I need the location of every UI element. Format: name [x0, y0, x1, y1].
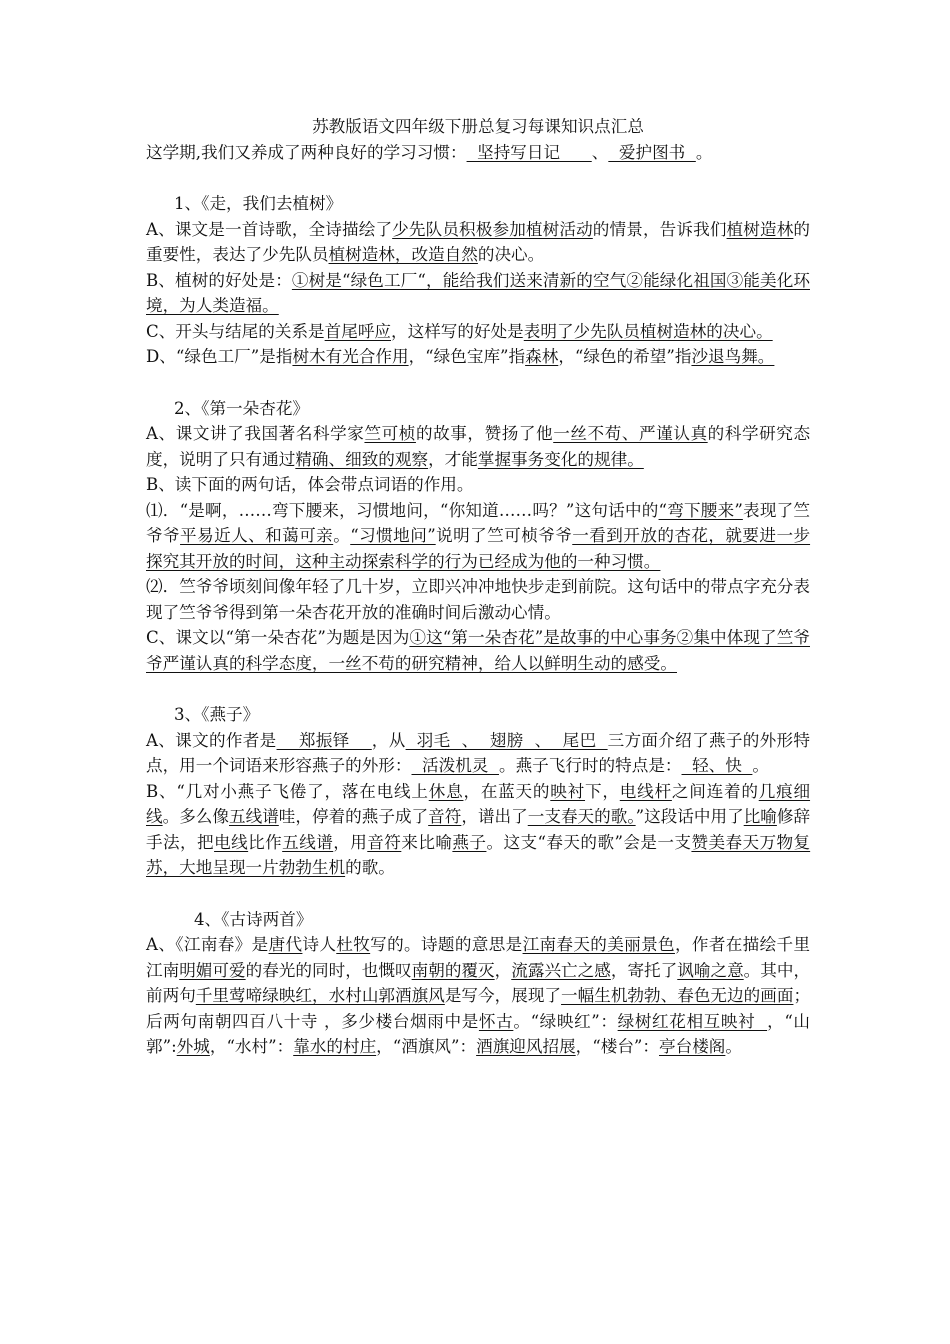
document-title: 苏教版语文四年级下册总复习每课知识点汇总: [312, 117, 644, 136]
question-text: ⑵．竺爷爷顷刻间像年轻了几十岁，立即兴冲冲地快步走到前院。这句话中的带点字充分表现了竺爷爷得到第一朵杏花开放的准确时间后激动心情。: [146, 577, 810, 622]
question-text: A、《江南春》是: [146, 935, 269, 954]
question-text: ，“绿色宝库”指: [408, 347, 526, 366]
answer-text: 植树造林，改造自然: [328, 245, 478, 264]
question-text: ，谱出了: [461, 807, 528, 826]
answer-text: 表明了少先队员植树造林的决心。: [523, 321, 773, 341]
answer-text: 唐代: [268, 935, 303, 954]
question-text: D、“绿色工厂”是指: [146, 347, 293, 366]
lesson-list: [146, 165, 810, 1060]
question-text: 。燕子飞行时的特点是：: [498, 756, 682, 775]
answer-text: 休息: [428, 781, 464, 801]
lesson-paragraph: [146, 217, 810, 268]
lesson-paragraph: [146, 421, 810, 472]
question-text: C、课文以“第一朵杏花”为题是因为: [146, 628, 410, 647]
answer-text: 赞美春天万物复苏，大地呈现一片勃勃生机: [146, 832, 811, 877]
question-text: 修辞手法，把: [146, 807, 811, 852]
answer-text: 五线谱: [282, 832, 334, 852]
question-text: B、植树的好处是：: [146, 270, 292, 290]
answer-text: 燕子: [452, 832, 487, 852]
answer-text: 活泼机灵: [411, 756, 499, 775]
answer-text: 比喻: [743, 807, 777, 826]
question-text: ，“绿色的希望”指: [558, 347, 692, 366]
question-text: ，在蓝天的: [463, 781, 551, 801]
section-spacer: [146, 676, 810, 702]
question-text: 三方面介绍了燕子的外形特点，用一个词语来形容燕子的外形：: [146, 730, 811, 775]
lesson-paragraph: [146, 728, 810, 779]
question-text: ，才能: [428, 449, 478, 469]
question-text: 的重要性，表达了少先队员: [146, 219, 811, 264]
lesson-paragraph: [146, 625, 810, 676]
question-text: ，从: [371, 730, 406, 750]
question-text: 的情景，告诉我们: [592, 219, 727, 239]
answer-text: 沙退鸟舞。: [691, 347, 775, 366]
question-text: 比作: [248, 832, 283, 852]
question-text: 下，: [585, 781, 620, 801]
question-text: 的决心。: [477, 245, 545, 264]
question-text: A、课文讲了我国著名科学家: [146, 424, 365, 443]
lesson-paragraph: [146, 319, 810, 345]
section-spacer: [146, 165, 810, 191]
lesson-heading: 2、《第一朵杏花》: [174, 398, 310, 418]
question-text: 的春光的同时，也慨叹: [245, 960, 412, 980]
answer-text: ①这“第一朵杏花”是故事的中心事务②集中体现了竺爷爷严谨认真的科学态度，一丝不苟的研究精神，给人以鲜明生动的感受。: [146, 628, 810, 673]
answer-text: 一看到开放的杏花，就要进一步探究其开放的时间，这种主动探索科学的行为已经成为他的一种习惯。: [146, 526, 811, 571]
question-text: ，作者在描绘千里江南: [146, 935, 811, 980]
lesson-paragraph: [146, 574, 810, 625]
question-text: 。: [725, 1037, 742, 1056]
answer-text: 植树造林: [726, 219, 794, 239]
answer-text: 绿树红花相互映衬: [617, 1011, 768, 1031]
answer-text: 一幅生机勃勃、春色无边的画面: [561, 986, 794, 1005]
lesson-heading: 4、《古诗两首》: [194, 909, 313, 929]
question-text: B、“几对小燕子飞倦了，落在电线上: [146, 781, 429, 801]
question-text: 。: [752, 756, 769, 775]
answer-text: 明媚可爱: [179, 960, 246, 980]
answer-text: 电线: [214, 832, 249, 852]
answer-text: 江南春天的美丽景色: [522, 935, 675, 954]
question-text: 是写今，展现了: [444, 986, 562, 1005]
section-spacer: [146, 370, 810, 396]
answer-text: 靠水的村庄: [293, 1037, 377, 1056]
answer-text: ①树是“绿色工厂“，能给我们送来清新的空气②能绿化祖国③能美化环境，为人类造福。: [146, 270, 810, 315]
question-text: ；后两句南朝四百八十寺 ，多少楼台烟雨中是: [146, 986, 811, 1031]
question-text: ，“山郭”:: [146, 1011, 811, 1056]
answer-text: 树木有光合作用: [292, 347, 409, 366]
question-text: 。这支“春天的歌”会是一支: [486, 832, 692, 852]
answer-text: 南朝的覆灭: [411, 960, 495, 980]
question-text: ，: [494, 960, 512, 980]
lesson-paragraph: [146, 498, 810, 575]
answer-text: 音符: [428, 807, 462, 826]
question-text: 表现了竺爷爷: [146, 500, 811, 545]
lesson-paragraph: [146, 932, 810, 1060]
question-text: ”这段话中用了: [635, 807, 744, 826]
question-text: 。其中，前两句: [146, 960, 811, 1005]
answer-text: 羽毛 、 翅膀 、 尾巴: [405, 730, 608, 750]
question-text: 。: [333, 526, 351, 545]
answer-text: 郑振铎: [276, 730, 372, 750]
answer-text: 森林: [525, 347, 559, 366]
question-text: 。“绿映红”：: [513, 1011, 618, 1031]
question-text: A、课文是一首诗歌，全诗描绘了: [146, 219, 393, 239]
answer-text: 怀古: [478, 1011, 514, 1031]
answer-text: 讽喻之意: [677, 960, 744, 980]
answer-text: 千里莺啼绿映红，水村山郭酒旗风: [195, 986, 445, 1005]
question-text: 写的。诗题的意思是: [370, 935, 523, 954]
answer-text: 首尾呼应: [324, 321, 392, 341]
answer-text: 几痕细线: [146, 781, 811, 826]
intro-end: 。: [695, 142, 713, 162]
question-text: ⑴．“是啊，……弯下腰来，习惯地问，“你知道……吗？”这句话中的: [146, 500, 659, 520]
answer-text: 轻、快: [681, 756, 753, 775]
question-text: ，寄托了: [610, 960, 678, 980]
question-text: ，用: [333, 832, 368, 852]
answer-text: “习惯地问”: [350, 526, 436, 545]
answer-text: 流露兴亡之感: [511, 960, 611, 980]
question-text: 的科学研究态度，说明了只有通过: [146, 424, 811, 469]
answer-text: “弯下腰来”: [658, 500, 743, 520]
answer-text: 一支春天的歌。: [527, 807, 636, 826]
answer-text: 掌握事务变化的规律。: [477, 449, 644, 469]
intro-prefix: 这学期,我们又养成了两种良好的学习习惯：: [146, 142, 467, 162]
lesson-paragraph: [146, 344, 810, 370]
question-text: A、课文的作者是: [146, 730, 277, 750]
answer-text: 杜牧: [336, 935, 371, 954]
answer-text: 竺可桢: [364, 424, 416, 443]
lesson-paragraph: [146, 268, 810, 319]
question-text: ，这样写的好处是: [391, 321, 524, 341]
question-text: C、开头与结尾的关系是: [146, 321, 325, 341]
question-text: 。多么像: [162, 807, 229, 826]
question-text: B、读下面的两句话，体会带点词语的作用。: [146, 475, 474, 494]
question-text: 诗人: [302, 935, 337, 954]
answer-text: 亭台楼阁: [659, 1037, 726, 1056]
lesson-paragraph: [146, 472, 810, 498]
answer-text: 音符: [367, 832, 402, 852]
question-text: 之间连着的: [671, 781, 759, 801]
lesson-heading: 1、《走，我们去植树》: [174, 194, 343, 213]
answer-text: 平易近人、和蔼可亲: [180, 526, 334, 545]
intro-separator: 、: [591, 142, 609, 162]
question-text: 哇，停着的燕子成了: [278, 807, 429, 826]
question-text: 的歌。: [345, 858, 395, 877]
answer-text: 映衬: [550, 781, 586, 801]
question-text: 说明了竺可桢爷爷: [435, 526, 573, 545]
answer-text: 一丝不苟、严谨认真: [553, 424, 708, 443]
lesson-heading: 3、《燕子》: [174, 705, 260, 724]
answer-text: 少先队员积极参加植树活动: [392, 219, 593, 239]
section-spacer: [146, 881, 810, 907]
lesson-paragraph: [146, 779, 810, 881]
question-text: ，“楼台”：: [575, 1037, 660, 1056]
answer-text: 精确、细致的观察: [295, 449, 429, 469]
question-text: ，“酒旗风”：: [376, 1037, 477, 1056]
answer-text: 电线杆: [619, 781, 672, 801]
intro-paragraph: [146, 140, 810, 166]
question-text: 来比喻: [401, 832, 453, 852]
question-text: 的故事，赞扬了他: [415, 424, 554, 443]
document-body: [146, 114, 810, 1060]
answer-text: 外城: [176, 1037, 210, 1056]
habit-answer-2: 爱护图书: [608, 142, 696, 162]
question-text: ，“水村”：: [209, 1037, 294, 1056]
answer-text: 酒旗迎风招展: [476, 1037, 576, 1056]
habit-answer-1: 坚持写日记: [466, 142, 592, 162]
answer-text: 五线谱: [229, 807, 279, 826]
